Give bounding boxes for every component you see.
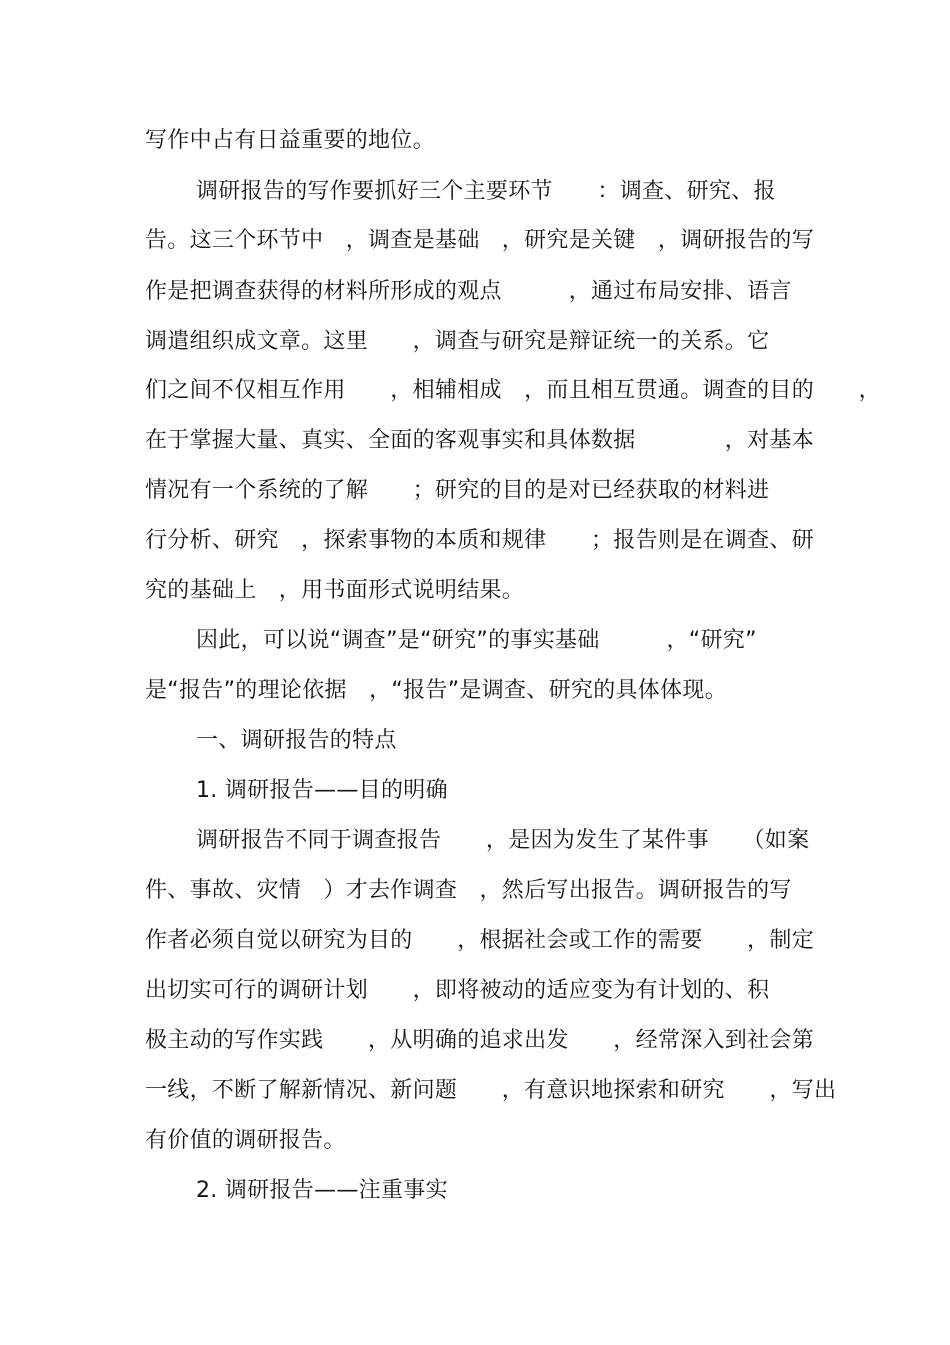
section-heading: 一、调研报告的特点: [196, 728, 397, 753]
text-line: 因此，可以说“调查”是“研究”的事实基础 ，“研究”: [196, 628, 757, 653]
text-line: 一线，不断了解新情况、新问题 ，有意识地探索和研究 ，写出: [145, 1078, 837, 1103]
text-line: 作是把调查获得的材料所形成的观点 ，通过布局安排、语言: [145, 279, 792, 304]
text-line: 件、事故、灾情 ）才去作调查 ，然后写出报告。调研报告的写: [145, 878, 792, 903]
text-line: 情况有一个系统的了解 ；研究的目的是对已经获取的材料进: [145, 478, 770, 503]
text-line: 究的基础上 ，用书面形式说明结果。: [145, 578, 525, 603]
text-line: 作者必须自觉以研究为目的 ，根据社会或工作的需要 ，制定: [145, 928, 815, 953]
text-line: 有价值的调研报告。: [145, 1128, 346, 1153]
text-line: 是“报告”的理论依据 ，“报告”是调查、研究的具体体现。: [145, 678, 727, 703]
text-line: 极主动的写作实践 ，从明确的追求出发 ，经常深入到社会第: [145, 1028, 815, 1053]
text-line: 行分析、研究 ，探索事物的本质和规律 ；报告则是在调查、研: [145, 528, 815, 553]
subsection-heading: 2. 调研报告——注重事实: [196, 1178, 448, 1203]
text-line: 写作中占有日益重要的地位。: [145, 128, 435, 153]
text-line: 调遣组织成文章。这里 ，调查与研究是辩证统一的关系。它: [145, 329, 770, 354]
text-line: 调研报告不同于调查报告 ，是因为发生了某件事 （如案: [196, 828, 810, 853]
text-line: 在于掌握大量、真实、全面的客观事实和具体数据 ，对基本: [145, 428, 815, 453]
subsection-heading: 1. 调研报告——目的明确: [196, 778, 448, 803]
text-line: 们之间不仅相互作用 ，相辅相成 ，而且相互贯通。调查的目的 ，: [145, 378, 881, 403]
text-line: 调研报告的写作要抓好三个主要环节 ：调查、研究、报: [196, 179, 776, 204]
text-line: 告。这三个环节中 ，调查是基础 ，研究是关键 ，调研报告的写: [145, 228, 815, 253]
text-line: 出切实可行的调研计划 ，即将被动的适应变为有计划的、积: [145, 978, 770, 1003]
